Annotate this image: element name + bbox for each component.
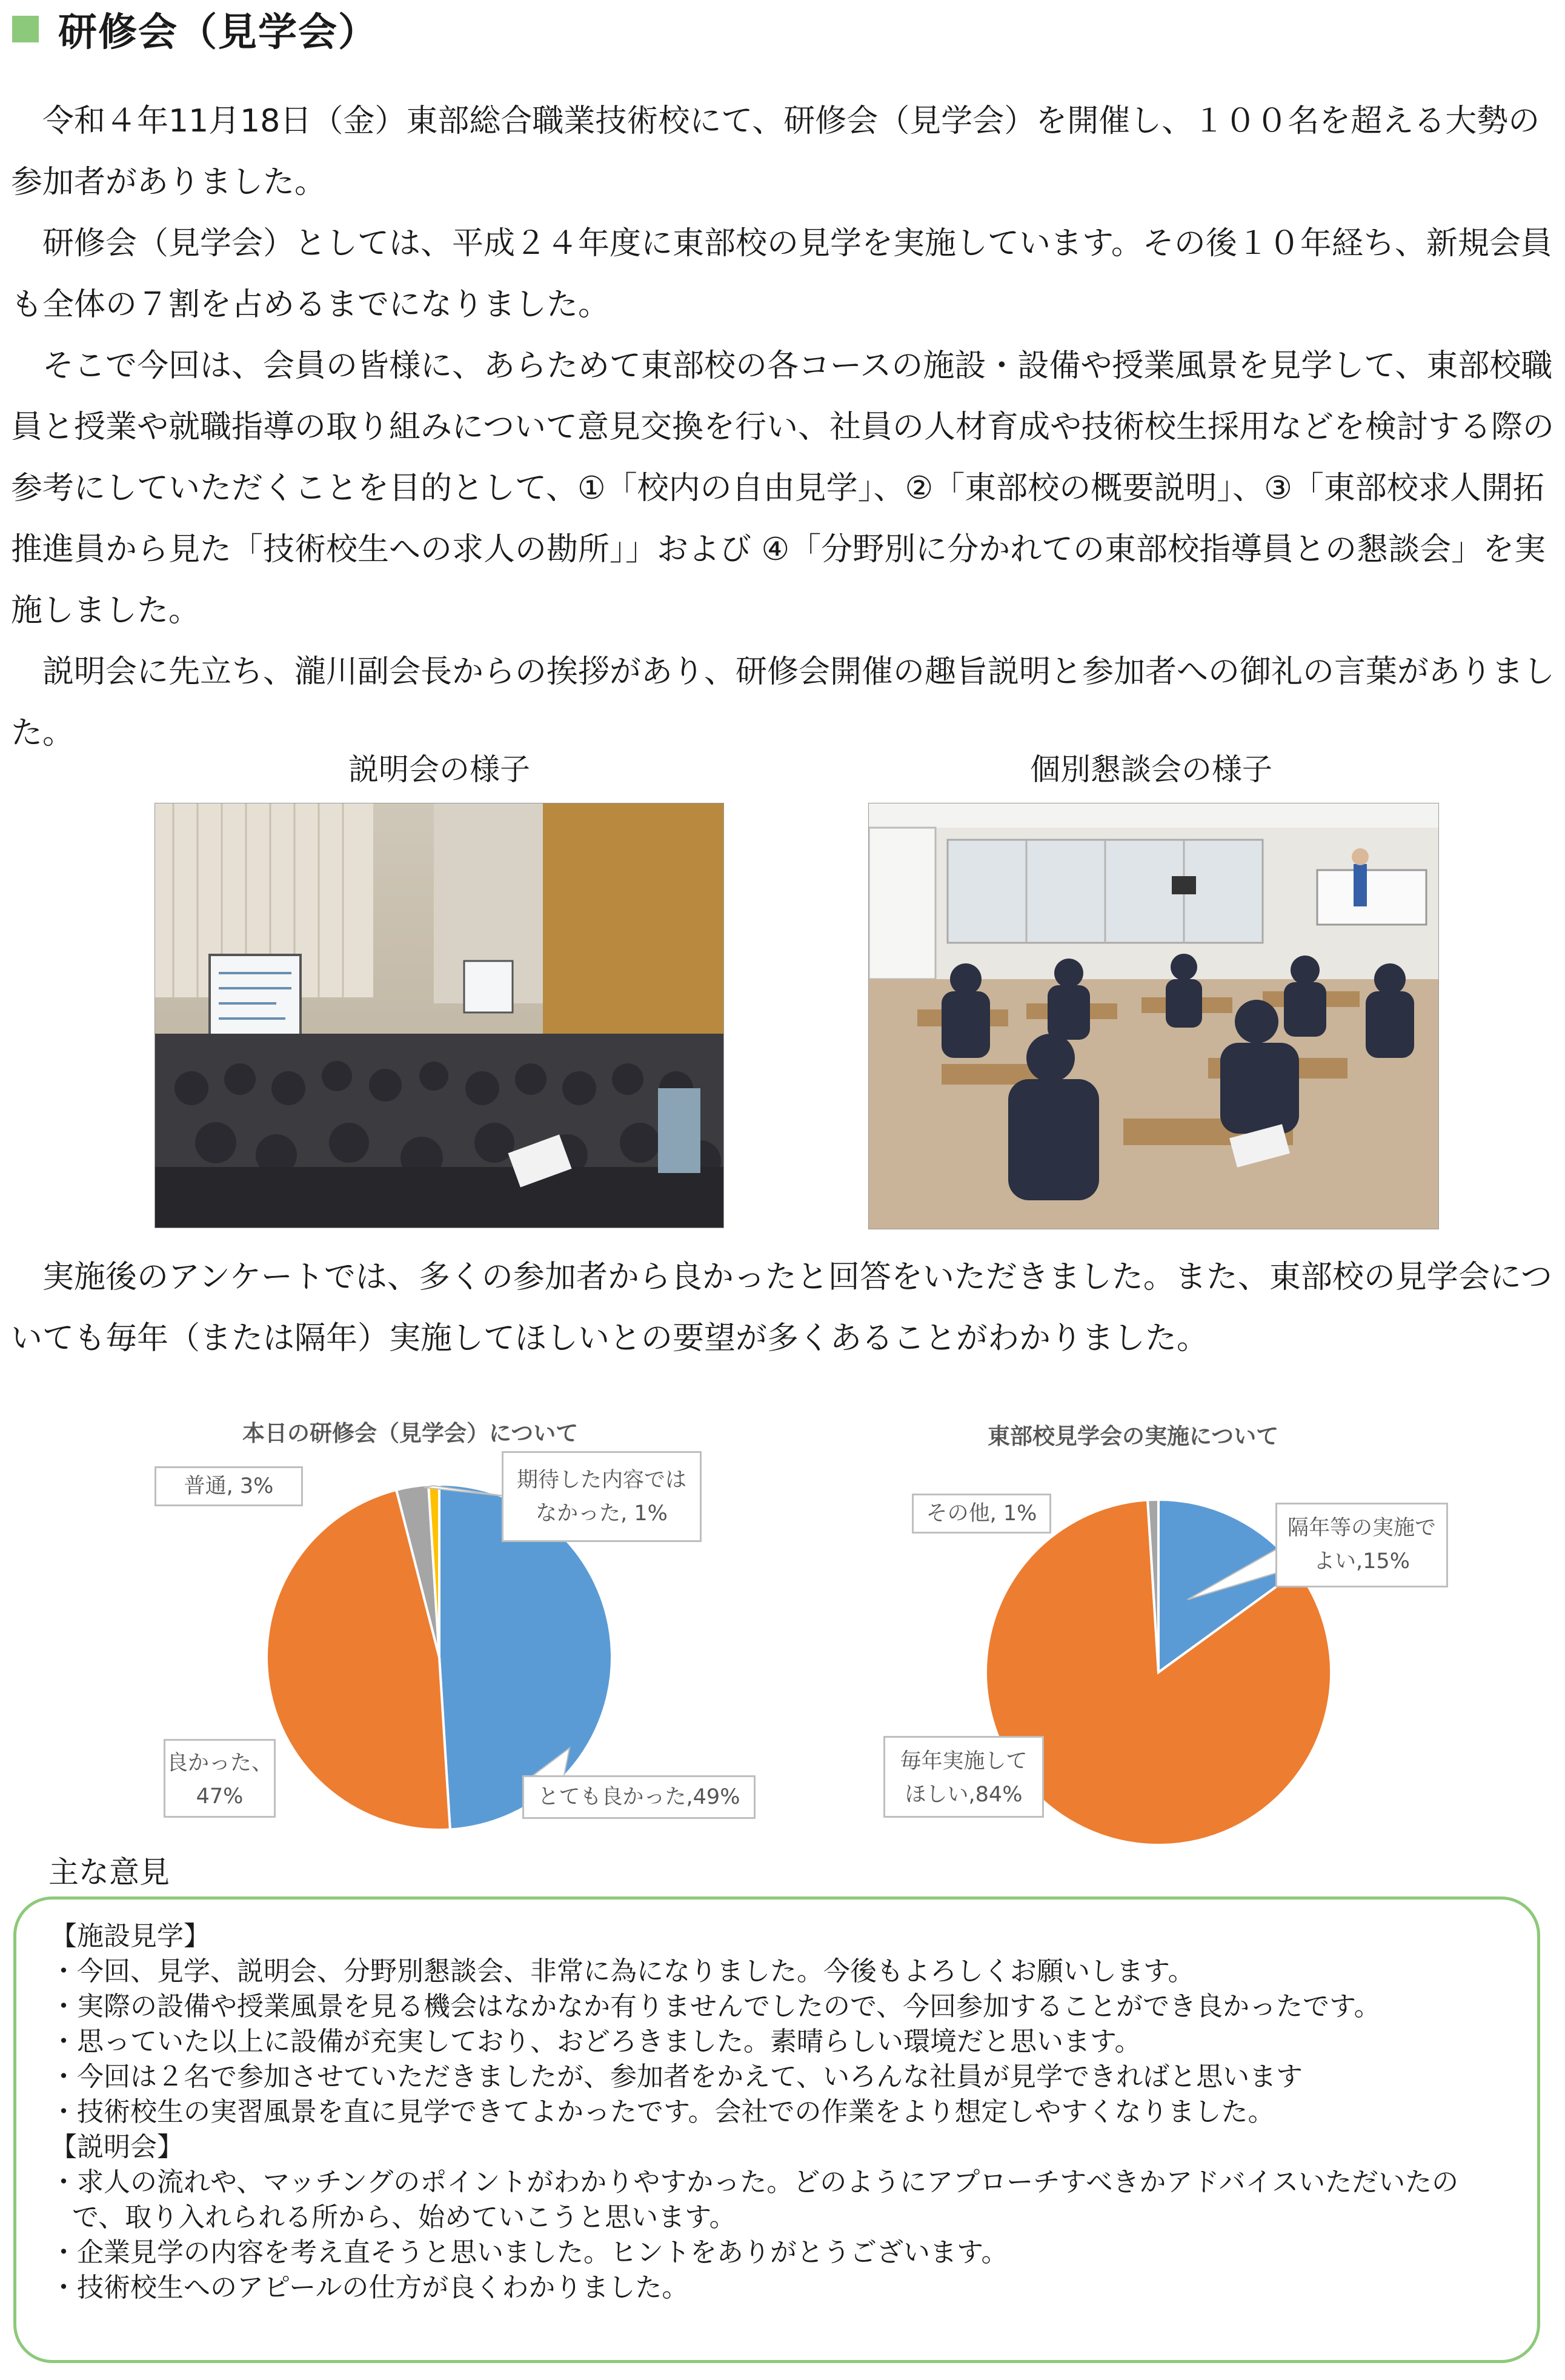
chart1-title: 本日の研修会（見学会）について (242, 1420, 579, 1446)
intro-paragraph: 研修会（見学会）としては、平成２４年度に東部校の見学を実施しています。その後１０年経ち、新規会員も全体の７割を占めるまでになりました。 (11, 225, 1552, 323)
heading-title: 研修会（見学会） (58, 10, 378, 55)
opinions-box (13, 1896, 1540, 2363)
callout-text: よい,15% (1314, 1549, 1410, 1574)
chart2-callout-other: その他, 1% (912, 1494, 1051, 1534)
opinion-item: ・ 思っていた以上に設備が充実しており、おどろきました。素晴らしい環境だと思います。 (50, 2024, 1507, 2059)
intro-paragraph: 説明会に先立ち、瀧川副会長からの挨拶があり、研修会開催の趣旨説明と参加者への御礼の言葉がありました。 (11, 654, 1555, 751)
callout-text: 毎年実施して (900, 1749, 1028, 1773)
survey-paragraph: 実施後のアンケートでは、多くの参加者から良かったと回答をいただきました。また、東部校の見学会についても毎年（または隔年）実施してほしいとの要望が多くあることがわかりました。 (11, 1259, 1552, 1357)
opinion-item: ・ 求人の流れや、マッチングのポイントがわかりやすかった。どのようにアプローチすべきかアドバイスいただいたので、取り入れられる所から、始めていこうと思います。 (50, 2165, 1507, 2235)
opinion-item: ・ 今回、見学、説明会、分野別懇談会、非常に為になりました。今後もよろしくお願いします。 (50, 1954, 1507, 1989)
chart2-callout-biennial (1275, 1503, 1448, 1587)
opinion-section-title: 【施設見学】 (50, 1921, 210, 1952)
opinion-section-title: 【説明会】 (50, 2132, 184, 2162)
opinions-heading: 主な意見 (48, 1855, 170, 1890)
callout-text: ほしい,84% (905, 1783, 1023, 1807)
chart2-callout-every-year (883, 1736, 1044, 1818)
chart1-callout-not-expected (502, 1451, 702, 1542)
intro-paragraph: そこで今回は、会員の皆様に、あらためて東部校の各コースの施設・設備や授業風景を見学して、東部校職員と授業や就職指導の取り組みについて意見交換を行い、社員の人材育成や技術校生採用などを検討する際の参考にしていただくことを目的として、①「校内の自由見学」、②「東部校の概要説明」、③「東部校求人開拓推進員から見た「技術校生への求人の勘所」」および ④「分野別に分かれての東部校指導員との懇談会」を実施しました。 (11, 348, 1554, 629)
chart1-callout-very-good: とても良かった,49% (522, 1775, 756, 1819)
chart2-title: 東部校見学会の実施について (988, 1423, 1279, 1449)
callout-text: 期待した内容では (516, 1468, 686, 1492)
callout-text: 隔年等の実施で (1287, 1516, 1436, 1540)
callout-text: なかった, 1% (536, 1501, 668, 1526)
chart1-callout-normal: 普通, 3% (155, 1466, 303, 1506)
photo-caption-left: 説明会の様子 (348, 752, 530, 787)
intro-paragraph: 令和４年11月18日（金）東部総合職業技術校にて、研修会（見学会）を開催し、１００名を超える大勢の参加者がありました。 (11, 103, 1540, 201)
callout-text: 47% (196, 1784, 244, 1809)
opinion-item: ・ 技術校生の実習風景を直に見学できてよかったです。会社での作業をより想定しやすくなりました。 (50, 2095, 1507, 2130)
opinion-item: ・ 今回は２名で参加させていただきましたが、参加者をかえて、いろんな社員が見学できればと思います (50, 2059, 1507, 2095)
opinion-item: ・ 実際の設備や授業風景を見る機会はなかなか有りませんでしたので、今回参加することができ良かったです。 (50, 1989, 1507, 2024)
callout-text: 良かった、 (166, 1751, 273, 1775)
opinion-item: ・ 企業見学の内容を考え直そうと思いました。ヒントをありがとうございます。 (50, 2235, 1507, 2270)
opinion-item: ・ 技術校生へのアピールの仕方が良くわかりました。 (50, 2270, 1507, 2305)
photo-caption-right: 個別懇談会の様子 (1030, 752, 1272, 787)
chart1-callout-good (164, 1739, 276, 1818)
